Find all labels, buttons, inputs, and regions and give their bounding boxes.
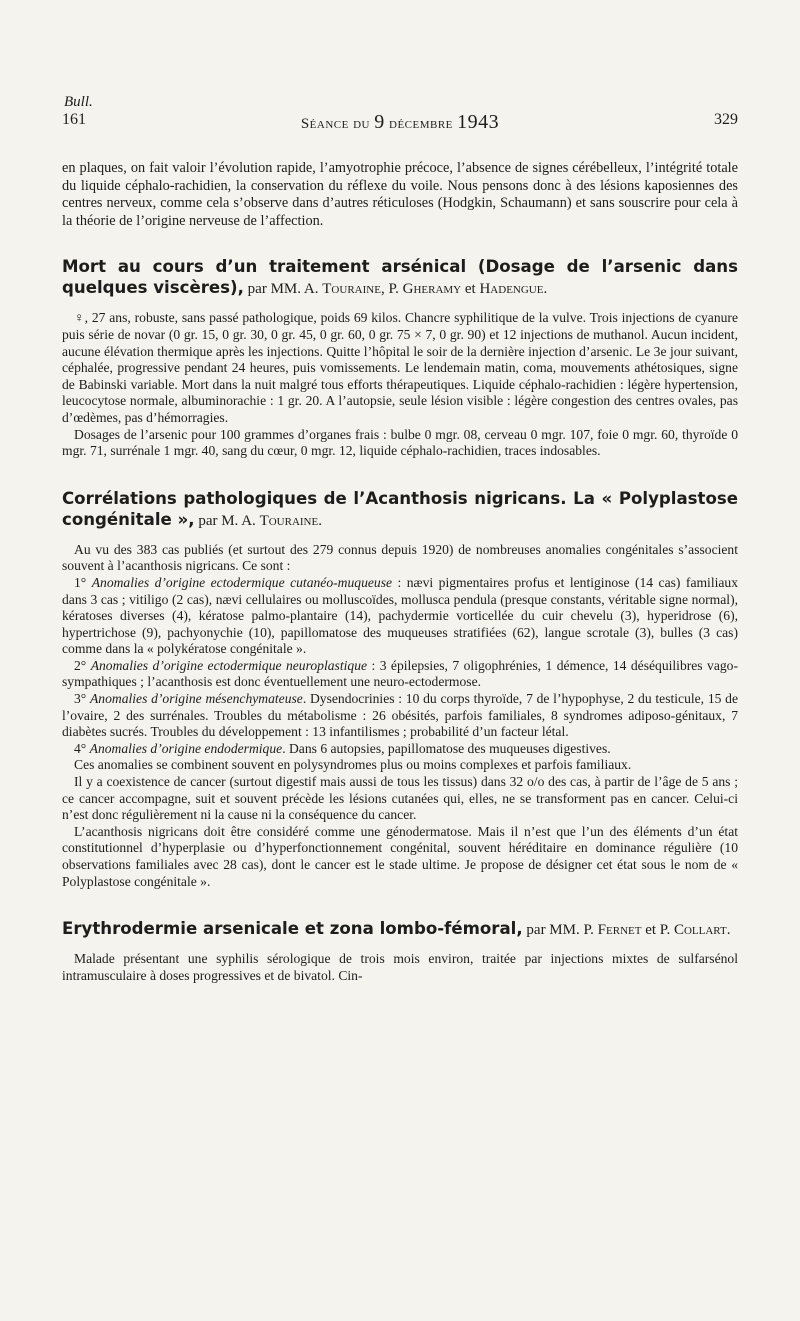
article-2-paragraph: 4° Anomalies d’origine endodermique. Dans 6 autopsies, papillomatose des muqueuses digestives.: [74, 740, 611, 756]
author: Touraine: [322, 281, 381, 298]
author: Fernet: [597, 922, 642, 939]
author: Collart: [673, 922, 727, 939]
article-1-title: Mort au cours d’un traitement arsénical (Dosage de l’arsenic dans quelques viscères),: [62, 257, 738, 298]
article-2-paragraph: Au vu des 383 cas publiés (et surtout des 279 connus depuis 1920) de nombreuses anomalies congénitales s’associent souvent à l’acanthosis nigricans. Ce sont :: [62, 541, 738, 574]
page-header: [62, 111, 738, 135]
article-2-title: Corrélations pathologiques de l’Acanthosis nigricans. La « Polyplastose congénitale »,: [62, 488, 738, 529]
margin-note: Bull.: [64, 94, 93, 110]
intro-paragraph: en plaques, on fait valoir l’évolution rapide, l’amyotrophie précoce, l’absence de signes cérébelleux, l’intégrité totale du liquide céphalo-rachidien, la conservation du réflexe du voile. Nous pensons donc à des lésions kaposiennes des centres nerveux, comme cela s’observe dans d’autres réticuloses (Hodgkin, Schaumann) et sans souscrire pour cela à la théorie de l’origine nerveuse de l’affection.: [62, 160, 738, 229]
article-2-paragraph: 3° Anomalies d’origine mésenchymateuse. Dysendocrinies : 10 du corps thyroïde, 7 de l’hypophyse, 2 du testicule, 15 de l’ovaire, 2 des surrénales. Troubles du métabolisme : 26 obésités, parfois familiales, 8 syndromes adiposo-génitaux, 7 diabètes sucrés. Troubles du développement : 13 infantilismes ; probabilité d’un facteur létal.: [62, 691, 738, 740]
article-2-paragraph: Il y a coexistence de cancer (surtout digestif mais aussi de tous les tissus) dans 32 o/o des cas, à partir de l’âge de 5 ans ; ce cancer accompagne, suit et souvent précède les lésions cutanées qui, elles, ne se transforment pas en cancer. Celui-ci n’est donc régulièrement ni la cause ni la conséquence du cancer.: [62, 774, 738, 823]
article-2-heading: Corrélations pathologiques de l’Acanthosis nigricans. La « Polyplastose congénitale », par M. A. Touraine.: [62, 488, 738, 529]
article-3-title: Erythrodermie arsenicale et zona lombo-fémoral,: [62, 919, 523, 939]
article-2-paragraph: 1° Anomalies d’origine ectodermique cutanéo-muqueuse : nævi pigmentaires profus et lentiginose (14 cas) familiaux dans 3 cas ; vitiligo (2 cas), nævi cellulaires ou molluscoïdes, molluscа pendula (presque constants, véritable signe normal), kératoses diverses (4), kératose palmo-plantaire (14), pachydermie vorticellée du cuir chevelu (3), hyperidrose (6), hypertrichose (9), pachyonychie (10), papillomatose des muqueuses stratifiées (62), langue scrotale (3), bulles (3 cas) comme dans la « polykératose congénitale ».: [62, 574, 739, 657]
article-3-heading: Erythrodermie arsenicale et zona lombo-fémoral, par MM. P. Fernet et P. Collart.: [62, 919, 731, 939]
author: Gheramy: [402, 281, 462, 298]
running-head: Séance du 9 décembre 1943: [300, 111, 500, 133]
page-content: [62, 160, 738, 984]
author: Hadengue: [479, 281, 544, 298]
author: Touraine: [259, 512, 319, 529]
folio-right: 329: [714, 111, 738, 128]
article-3-paragraph: Malade présentant une syphilis sérologique de trois mois environ, traitée par injections mixtes de sulfarsénol intramusculaire à doses progressives et de bivatol. Cin-: [62, 951, 738, 983]
folio-left: 161: [62, 111, 86, 128]
article-2-paragraph: 2° Anomalies d’origine ectodermique neuroplastique : 3 épilepsies, 7 oligophrénies, 1 démence, 14 déséquilibres vago-sympathiques ; l’acanthosis est donc éventuellement une neuro-ectodermose.: [62, 657, 738, 690]
article-2-paragraph: Ces anomalies se combinent souvent en polysyndromes plus ou moins complexes et parfois familiaux.: [74, 757, 632, 773]
article-1-paragraph: Dosages de l’arsenic pour 100 grammes d’organes frais : bulbe 0 mgr. 08, cerveau 0 mgr. 107, foie 0 mgr. 60, thyroïde 0 mgr. 71, surrénale 1 mgr. 40, sang du cœur, 0 mgr. 12, liquide céphalo-rachidien, traces indosables.: [62, 426, 738, 459]
article-2-paragraph: L’acanthosis nigricans doit être considéré comme une génodermatose. Mais il n’est que l’un des éléments d’un état constitutionnel d’hyperplasie ou d’hyperfonctionnement congénital, souvent héréditaire en dominance régulière (10 observations familiales avec 28 cas), dont le cancer est le stade ultime. Je propose de désigner cet état sous le nom de « Polyplastose congénitale ».: [62, 823, 738, 889]
article-1-paragraph: ♀, 27 ans, robuste, sans passé pathologique, poids 69 kilos. Chancre syphilitique de la vulve. Trois injections de cyanure puis série de novar (0 gr. 15, 0 gr. 30, 0 gr. 45, 0 gr. 60, 0 gr. 75 × 7, 0 gr. 90) et 12 injections de muthanol. Aucun incident, aucune élévation thermique après les injections. Quitte l’hôpital le soir de la dernière injection d’arsenic. Le 3e jour suivant, céphalée, progressive pendant 24 heures, puis vomissements. Le lendemain matin, coma, mouvements athétosiques, signe de Babinski variable. Mort dans la nuit malgré tous efforts thérapeutiques. Liquide céphalo-rachidien : légère hypertension, leucocytose normale, albuminorachie : 1 gr. 20. A l’autopsie, seule lésion visible : légère congestion des centres ovales, pas d’œdèmes, pas d’hémorragies.: [62, 310, 738, 425]
article-1-heading: Mort au cours d’un traitement arsénical (Dosage de l’arsenic dans quelques viscères), par MM. A. Touraine, P. Gheramy et Hadengue.: [62, 257, 738, 298]
